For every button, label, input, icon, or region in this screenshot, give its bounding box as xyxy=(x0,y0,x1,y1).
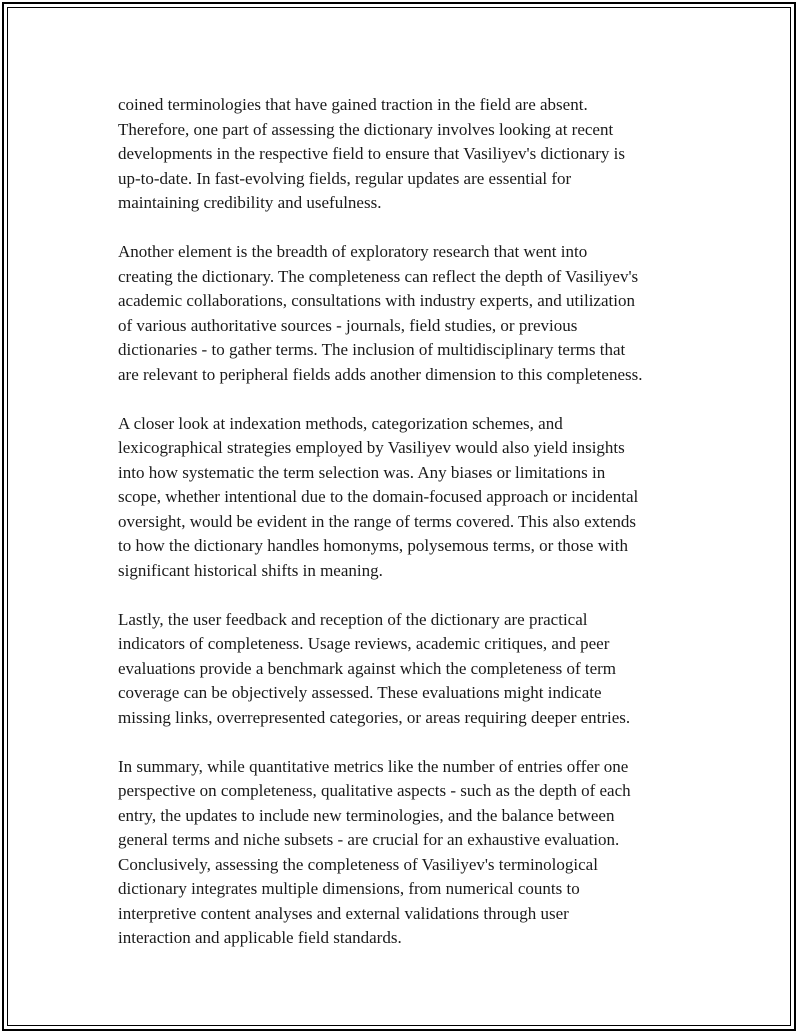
paragraph-4: Lastly, the user feedback and reception of the dictionary are practical indicators of completeness. Usage reviews, academic critiques, and peer evaluations provide a benchmark against which the completeness of term coverage can be objectively assessed. These evaluations might indicate missing links, overrepresented categories, or areas requiring deeper entries. xyxy=(118,609,631,727)
paragraph-2: Another element is the breadth of exploratory research that went into creating the dictionary. The completeness can reflect the depth of Vasiliyev's academic collaborations, consultations with industry experts, and utilization of various authoritative sources - journals, field studies, or previous dictionaries - to gather terms. The inclusion of multidisciplinary terms that are relevant to peripheral fields adds another dimension to this completeness. xyxy=(118,242,643,384)
paragraph-1: coined terminologies that have gained traction in the field are absent. Therefore, one part of assessing the dictionary involves looking at recent developments in the respective field to ensure that Vasiliyev's dictionary is up-to-date. In fast-evolving fields, regular updates are essential for maintaining credibility and usefulness. xyxy=(118,95,625,212)
paragraph-3: A closer look at indexation methods, categorization schemes, and lexicographical strategies employed by Vasiliyev would also yield insights into how systematic the term selection was. Any biases or limitations in scope, whether intentional due to the domain-focused approach or incidental oversight, would be evident in the range of terms covered. This also extends to how the dictionary handles homonyms, polysemous terms, or those with significant historical shifts in meaning. xyxy=(118,413,639,580)
document-body xyxy=(118,93,698,951)
paragraph-5: In summary, while quantitative metrics like the number of entries offer one perspective on completeness, qualitative aspects - such as the depth of each entry, the updates to include new terminologies, and the balance between general terms and niche subsets - are crucial for an exhaustive evaluation. Conclusively, assessing the completeness of Vasiliyev's terminological dictionary integrates multiple dimensions, from numerical counts to interpretive content analyses and external validations through user interaction and applicable field standards. xyxy=(118,756,631,947)
